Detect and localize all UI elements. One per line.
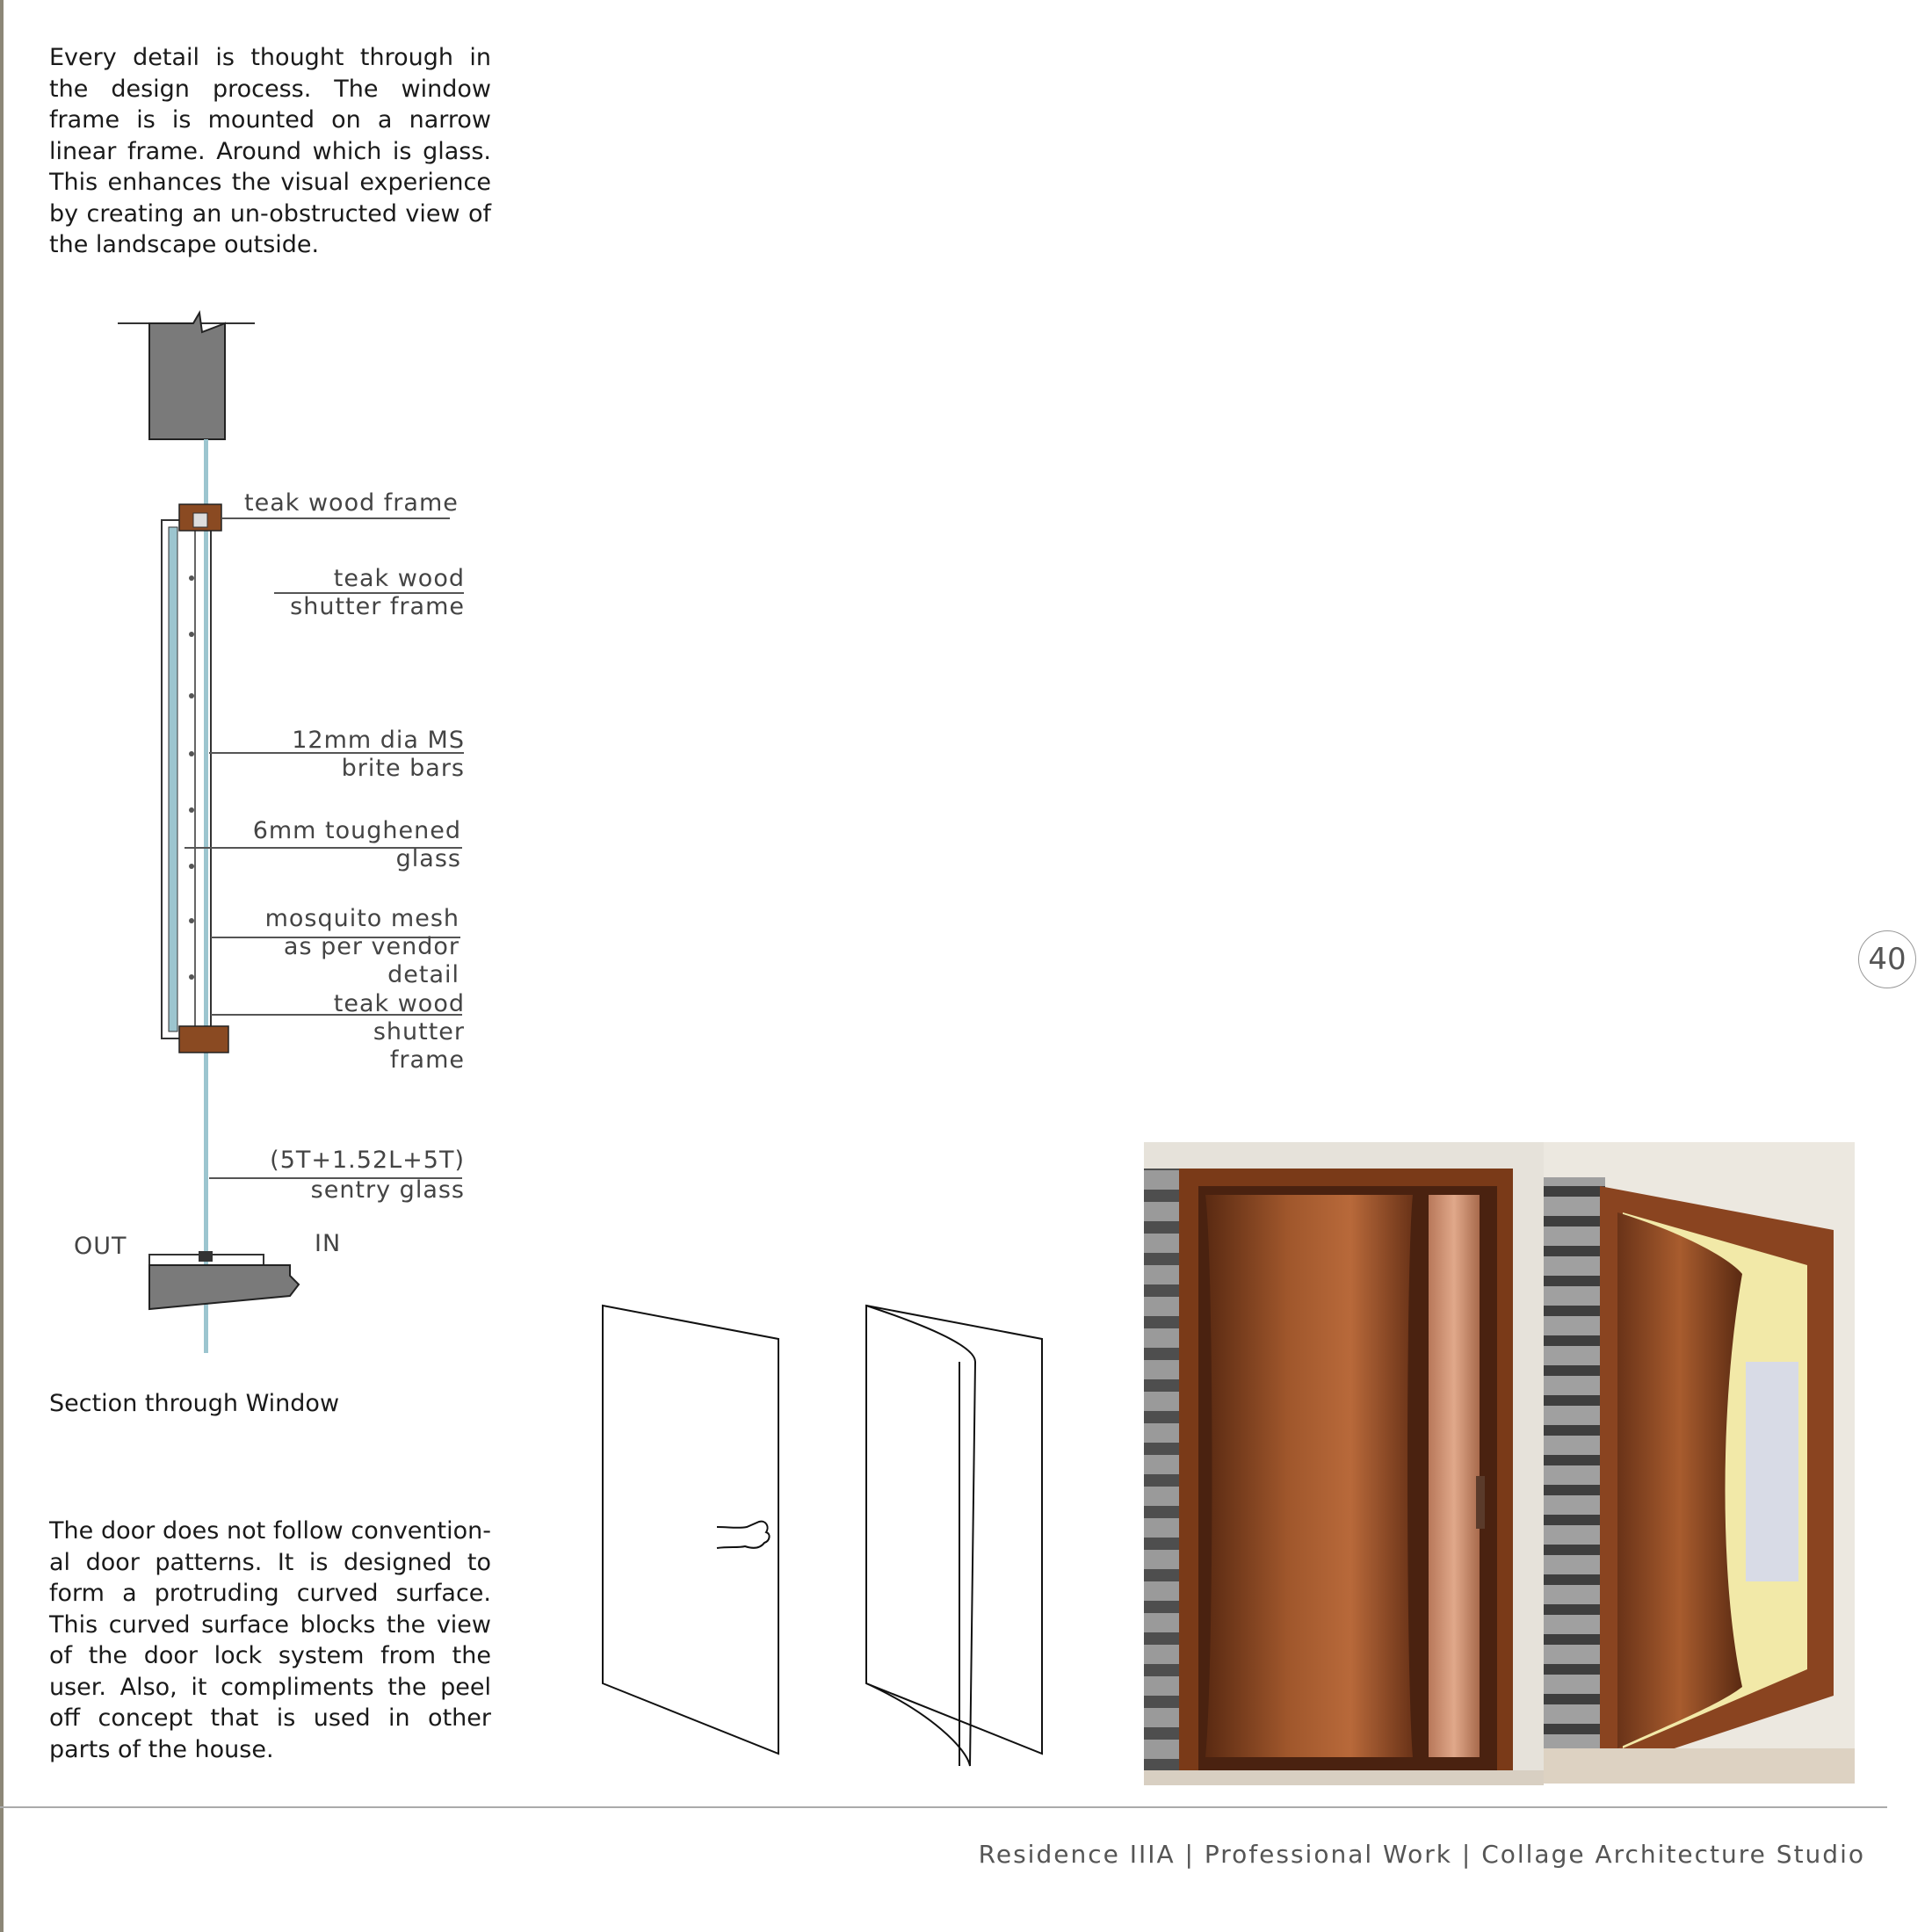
label-shutter-b-1: teak wood bbox=[333, 990, 465, 1017]
door-paragraph: The door does not follow convention-al door patterns. It is designed to form a protruding curved surface. This curved surface blocks the view of the door lock system from the user. Also, it compliments the peel off concept that is used in other parts of the house. bbox=[49, 1517, 491, 1763]
label-shutter-frame-2: shutter frame bbox=[290, 593, 465, 620]
label-shutter-b-3: frame bbox=[389, 1046, 465, 1074]
page-edge bbox=[0, 0, 4, 1932]
label-in: IN bbox=[315, 1230, 342, 1257]
label-out: OUT bbox=[74, 1233, 127, 1260]
flat-door-sketch bbox=[603, 1306, 778, 1754]
label-bars-1: 12mm dia MS bbox=[292, 727, 465, 754]
top-wall bbox=[149, 313, 225, 439]
door-sketches bbox=[597, 1292, 1054, 1784]
label-shutter-b-2: shutter bbox=[373, 1018, 465, 1046]
section-caption: Section through Window bbox=[49, 1390, 340, 1417]
door-photo-closed bbox=[1144, 1142, 1544, 1785]
label-glass-1: 6mm toughened bbox=[252, 817, 461, 844]
label-mesh-1: mosquito mesh bbox=[264, 905, 459, 932]
intro-paragraph: Every detail is thought through in the design process. The window frame is is mounted on a narrow linear frame. Around which is glass. This enhances the visual experience by creating an un-obstructed view of the landscape outside. bbox=[49, 44, 491, 258]
teak-frame-bottom bbox=[179, 1026, 228, 1053]
door-photo-open bbox=[1544, 1142, 1855, 1784]
glass-pane bbox=[204, 439, 208, 1353]
page-number: 40 bbox=[1858, 930, 1916, 988]
label-mesh-2: as per vendor bbox=[283, 933, 459, 960]
curved-door-sketch bbox=[866, 1306, 1042, 1754]
label-bars-2: brite bars bbox=[341, 755, 465, 782]
label-mesh-3: detail bbox=[387, 961, 459, 988]
footer-divider bbox=[0, 1806, 1887, 1808]
hand-icon bbox=[717, 1522, 770, 1548]
bottom-wall bbox=[149, 1265, 299, 1309]
label-sentry-2: sentry glass bbox=[310, 1176, 465, 1204]
label-sentry-1: (5T+1.52L+5T) bbox=[270, 1147, 465, 1174]
label-shutter-frame-1: teak wood bbox=[333, 565, 465, 592]
label-glass-2: glass bbox=[395, 845, 461, 872]
footer-text: Residence IIIA | Professional Work | Collage Architecture Studio bbox=[978, 1840, 1865, 1869]
label-teak-frame: teak wood frame bbox=[244, 489, 459, 517]
